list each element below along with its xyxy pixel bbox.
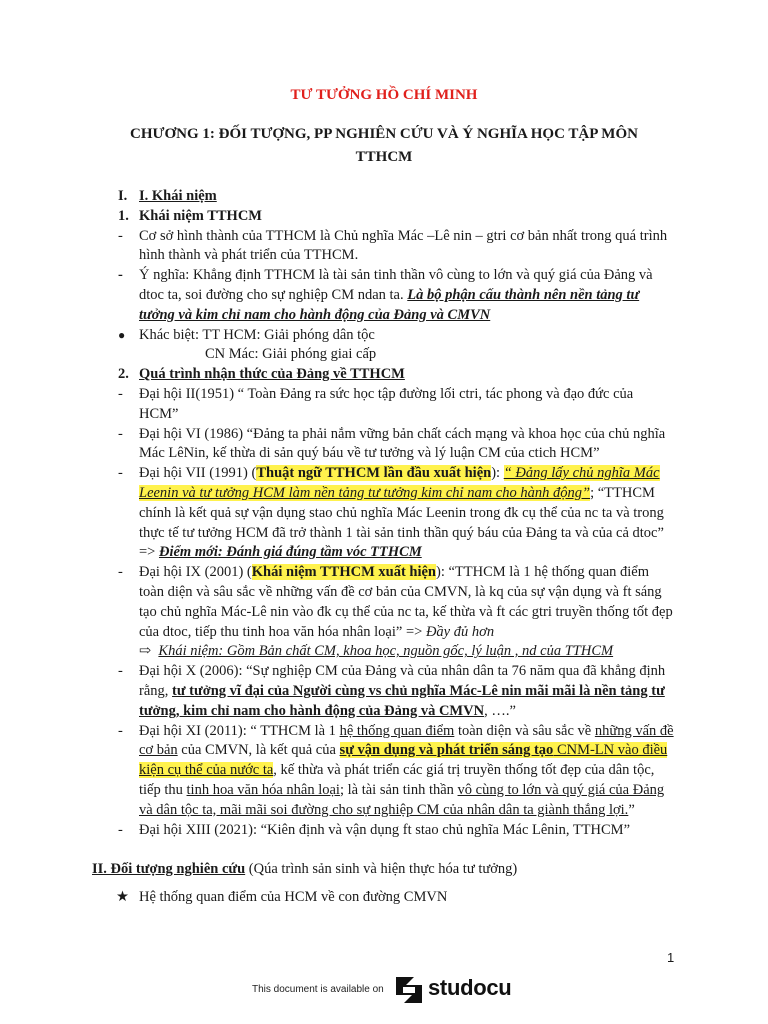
dh9-concept-text: Khái niệm: Gồm Bản chất CM, khoa học, nguồn gốc, lý luận , nd của TTHCM [158,643,614,660]
section-2-title: II. Đối tượng nghiên cứu [92,861,246,878]
dh7-c: ): [491,465,504,482]
dh11-l: ” [628,801,635,818]
dh10-a: Đại hội X (2006): “Sự nghiệp CM của Đảng và của nhân dân ta 76 năm qua đã khẳng định rằng, [139,663,666,699]
dh11-vo-cung: vô cùng to lớn và quý giá của Đảng và dân tộc ta, mãi mãi soi đường cho sự nghiệp CM của nhân dân ta giành thắng lợi. [139,781,665,818]
dash-marker: - [118,267,123,284]
section-1-heading [0,187,768,207]
page-number: 1 [667,950,675,965]
y-nghia-emphasis: Là bộ phận cấu thành nên nền tảng tư tưởng và kim chỉ nam cho hành động của Đảng và CMVN [139,286,640,323]
list-item-khac-biet [0,326,768,346]
dh10-text [139,662,676,721]
arrow-icon: ⇨ [139,643,152,660]
dh7-e: ; “TTHCM chính là kết quả sự vận dụng stao chủ nghĩa Mác Leenin trong đk cụ thể của nc ta và trong thực tế tư tưởng HCM đã trở thành 1 tài sản tinh thần quý báu của Đảng ta và của cả dtoc” => [139,484,664,561]
dh9-c: ): “TTHCM là 1 hệ thống quan điểm toàn diện và sâu sắc về những vấn đề cơ bản của CMVN, là kq của sự vận dụng và ft sáng tạo chủ nghĩa Mác-Lê nin vào đk cụ thể của nc ta, kế thừa và ft các gtri truyền thống tốt đẹp của dtoc, tiếp thu tinh hoa văn hóa nhân loại” => [139,564,673,640]
dash-marker: - [118,722,123,739]
subsection-1-title: Khái niệm TTHCM [139,207,262,224]
dh9-day-du-hon: Đầy đủ hơn [425,623,495,640]
subsection-2-title: Quá trình nhận thức của Đảng về TTHCM [139,366,405,383]
dash-marker: - [118,465,123,482]
list-item-he-thong [0,888,768,908]
dh11-j: ; là tài sản tinh thần [339,781,458,798]
dh11-highlight: CNM-LN vào điều kiện cụ thể của nước ta [139,742,668,779]
bullet-marker: ● [118,327,126,342]
dh11-tinh-hoa: tinh hoa văn hóa nhân loại [186,781,340,798]
list-item-co-so [0,227,768,267]
studocu-logo-icon [392,974,426,1006]
subsection-2-heading [0,365,768,385]
document-body [0,187,768,908]
khac-biet-line-1: Khác biệt: TT HCM: Giải phóng dân tộc [139,326,375,343]
dh7-highlight: Thuật ngữ TTHCM lần đầu xuất hiện [256,465,492,482]
dh11-van-de: những vấn đề cơ bản [139,722,674,759]
list-item-dh11 [0,722,768,821]
section-1-marker: I. [118,188,128,204]
khac-biet-line-2-row [0,345,768,365]
dh7-text [139,464,676,563]
subsection-1-heading [0,207,768,227]
y-nghia-text: Ý nghĩa: Khẳng định TTHCM là tài sản tinh thần vô cùng to lớn và quý giá của Đảng và dtoc ta, soi đường cho sự nghiệp CM ndan ta. [139,267,653,303]
item-text: Cơ sở hình thành của TTHCM là Chủ nghĩa Mác –Lê nin – gtri cơ bản nhất trong quá trình hình thành và phát triển của TTHCM. [139,227,668,264]
document-title: TƯ TƯỞNG HỒ CHÍ MINH [290,87,478,103]
availability-text: This document is available on [252,984,384,995]
studocu-footer [0,970,768,1010]
dh7-a: Đại hội VII (1991) ( [139,465,257,482]
dh11-e: của CMVN, là kết quả của [177,742,340,759]
dash-marker: - [118,663,123,680]
dh9-concept-row [0,642,768,662]
subsection-1-marker: 1. [118,207,129,224]
dash-marker: - [118,227,123,244]
studocu-brand: studocu [428,975,512,1000]
dh6-text: Đại hội VI (1986) “Đảng ta phải nắm vững bản chất cách mạng và khoa học của chủ nghĩa Mác LêNin, kế thừa di sản quý báu về tư tưởng và lý luận CM của ctich HCM” [139,425,666,462]
dh7-quote: “ Đảng lấy chủ nghĩa Mác Leenin và tư tưởng HCM làm nền tảng tư tưởng kim chỉ nam cho hành động” [139,465,660,501]
dh10-emphasis: tư tưởng vĩ đại của Người cùng vs chủ nghĩa Mác-Lê nin mãi mãi là nền tảng tư tưởng, kim chỉ nam cho hành động của Đảng và CMVN [139,682,665,719]
dh11-c: toàn diện và sâu sắc về [454,722,595,739]
star-marker: ★ [116,889,129,906]
he-thong-text: Hệ thống quan điểm của HCM về con đường CMVN [139,889,448,906]
dh9-highlight: Khái niệm TTHCM xuất hiện [251,564,436,581]
list-item-dh13 [0,821,768,841]
list-item-dh7 [0,464,768,563]
dh10-c: , ….” [484,702,516,719]
section-1-title: I. Khái niệm [139,188,217,204]
dh9-concept [139,642,768,662]
dh11-a: Đại hội XI (2011): “ TTHCM là 1 [139,722,340,739]
dh11-he-thong: hệ thống quan điểm [339,722,455,739]
dash-marker: - [118,564,123,581]
dash-marker: - [118,821,123,838]
list-item-dh10 [0,662,768,721]
subsection-2-marker: 2. [118,366,129,383]
dh11-h: , kế thừa và phát triển các giá trị truyền thống tốt đẹp của dân tộc, tiếp thu [139,762,655,798]
dh2-text: Đại hội II(1951) “ Toàn Đảng ra sức học tập đường lối ctri, tác phong và đạo đức của HCM” [139,385,634,422]
khac-biet-line-2: CN Mác: Giải phóng giai cấp [205,346,377,363]
section-2-subtitle: (Qúa trình sản sinh và hiện thực hóa tư tưởng) [245,861,518,878]
dash-marker: - [118,425,123,442]
list-item-y-nghia [0,266,768,325]
dh13-text: Đại hội XIII (2021): “Kiên định và vận dụng ft stao chủ nghĩa Mác Lênin, TTHCM” [139,821,631,838]
dh11-highlight-bold: sự vận dụng và phát triển sáng tạo [339,742,554,759]
list-item-dh9 [0,563,768,642]
dh7-diem-moi: Điểm mới: Đánh giá đúng tầm vóc TTHCM [158,544,422,561]
chapter-heading: CHƯƠNG 1: ĐỐI TƯỢNG, PP NGHIÊN CỨU VÀ Ý NGHĨA HỌC TẬP MÔN TTHCM [130,126,638,165]
dh11-text [139,722,676,821]
dash-marker: - [118,385,123,402]
dh9-a: Đại hội IX (2001) ( [139,564,252,581]
list-item-dh6 [0,425,768,465]
list-item-dh2 [0,385,768,425]
dh9-text [139,563,676,642]
item-text [139,266,676,325]
section-2-heading [92,860,768,880]
